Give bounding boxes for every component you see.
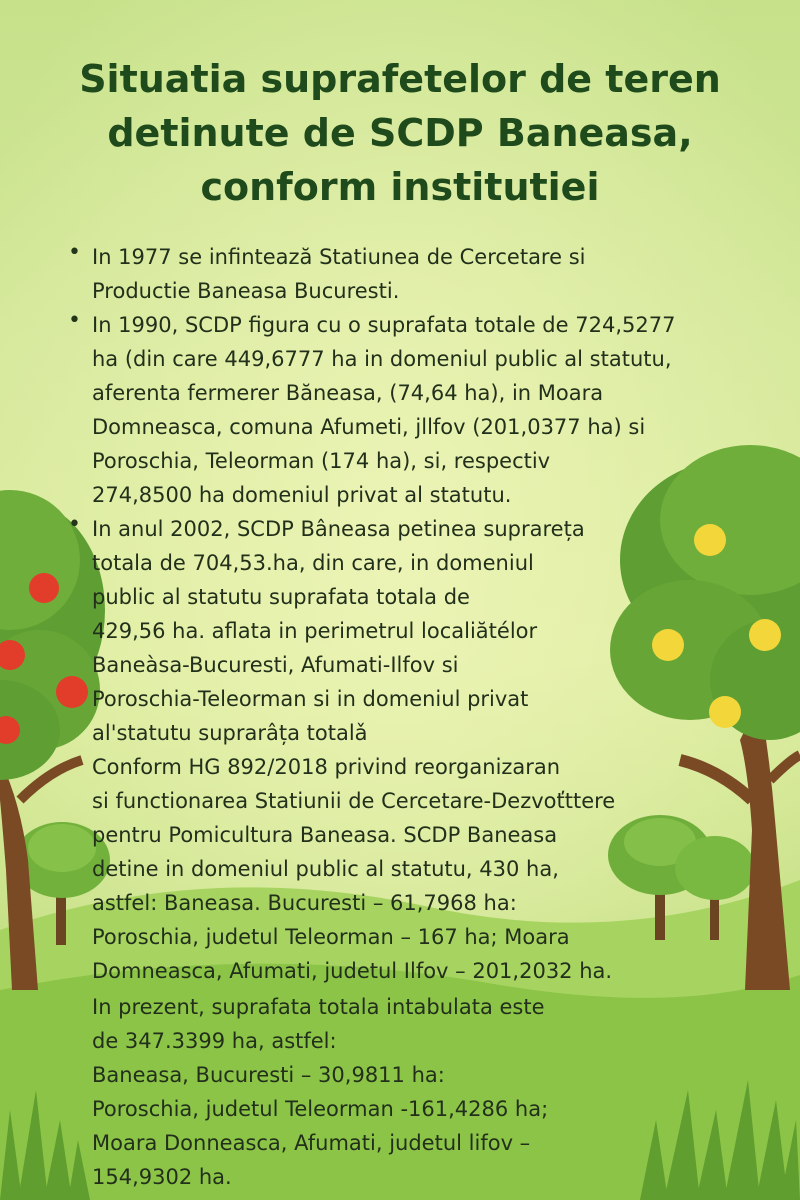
- text-line: • In 1990, SCDP figura cu o suprafata totale de 724,5277: [92, 313, 676, 337]
- text-line: Poroschia, judetul Teleorman – 167 ha; Moara: [92, 925, 570, 949]
- text-line: • In anul 2002, SCDP Bâneasa petinea suprareța: [92, 517, 585, 541]
- text-line: Poroschia, judetul Teleorman -161,4286 ha;: [92, 1097, 549, 1121]
- page-title: [40, 52, 760, 214]
- text-line: al'statutu suprarâța totalǎ: [92, 721, 368, 745]
- text-line: • In 1977 se infintează Statiunea de Cercetare si: [92, 245, 586, 269]
- text-line: totala de 704,53.ha, din care, in domeniul: [92, 551, 534, 575]
- present-status-paragraph: [92, 990, 752, 1194]
- text-line: Baneàsa-Bucuresti, Afumati-Ilfov si: [92, 653, 459, 677]
- text-line: ha (din care 449,6777 ha in domeniul public al statutu,: [92, 347, 672, 371]
- text-line: Moara Donneasca, Afumati, judetul lifov –: [92, 1131, 531, 1155]
- text-line: Productie Baneasa Bucuresti.: [92, 279, 400, 303]
- text-line: Conform HG 892/2018 privind reorganizaran: [92, 755, 561, 779]
- text-line: 154,9302 ha.: [92, 1165, 232, 1189]
- bullet-2002: [68, 512, 748, 988]
- text-line: Domneasca, Afumati, judetul Ilfov – 201,2032 ha.: [92, 959, 613, 983]
- text-line: In prezent, suprafata totala intabulata este: [92, 995, 545, 1019]
- text-line: de 347.3399 ha, astfel:: [92, 1029, 337, 1053]
- history-bullet-list: [68, 240, 748, 988]
- text-line: Poroschia, Teleorman (174 ha), si, respectiv: [92, 449, 551, 473]
- title-line: Situatia suprafetelor de teren: [79, 57, 721, 101]
- text-line: aferenta fermerer Băneasa, (74,64 ha), in Moara: [92, 381, 604, 405]
- text-line: si functionarea Statiunii de Cercetare-Dezvoťttere: [92, 789, 616, 813]
- text-line: detine in domeniul public al statutu, 430 ha,: [92, 857, 559, 881]
- text-line: public al statutu suprafata totala de: [92, 585, 470, 609]
- bullet-1977: [68, 240, 748, 308]
- title-line: conform institutiei: [200, 165, 600, 209]
- text-line: pentru Pomicultura Baneasa. SCDP Baneasa: [92, 823, 558, 847]
- text-line: 429,56 ha. aflata in perimetrul localiătélor: [92, 619, 538, 643]
- title-line: detinute de SCDP Baneasa,: [107, 111, 693, 155]
- bullet-1990: [68, 308, 748, 512]
- text-line: Baneasa, Bucuresti – 30,9811 ha:: [92, 1063, 445, 1087]
- text-line: Poroschia-Teleorman si in domeniul privat: [92, 687, 529, 711]
- text-line: Domneasca, comuna Afumeti, jllfov (201,0377 ha) si: [92, 415, 646, 439]
- text-line: astfel: Baneasa. Bucuresti – 61,7968 ha:: [92, 891, 517, 915]
- text-line: 274,8500 ha domeniul privat al statutu.: [92, 483, 512, 507]
